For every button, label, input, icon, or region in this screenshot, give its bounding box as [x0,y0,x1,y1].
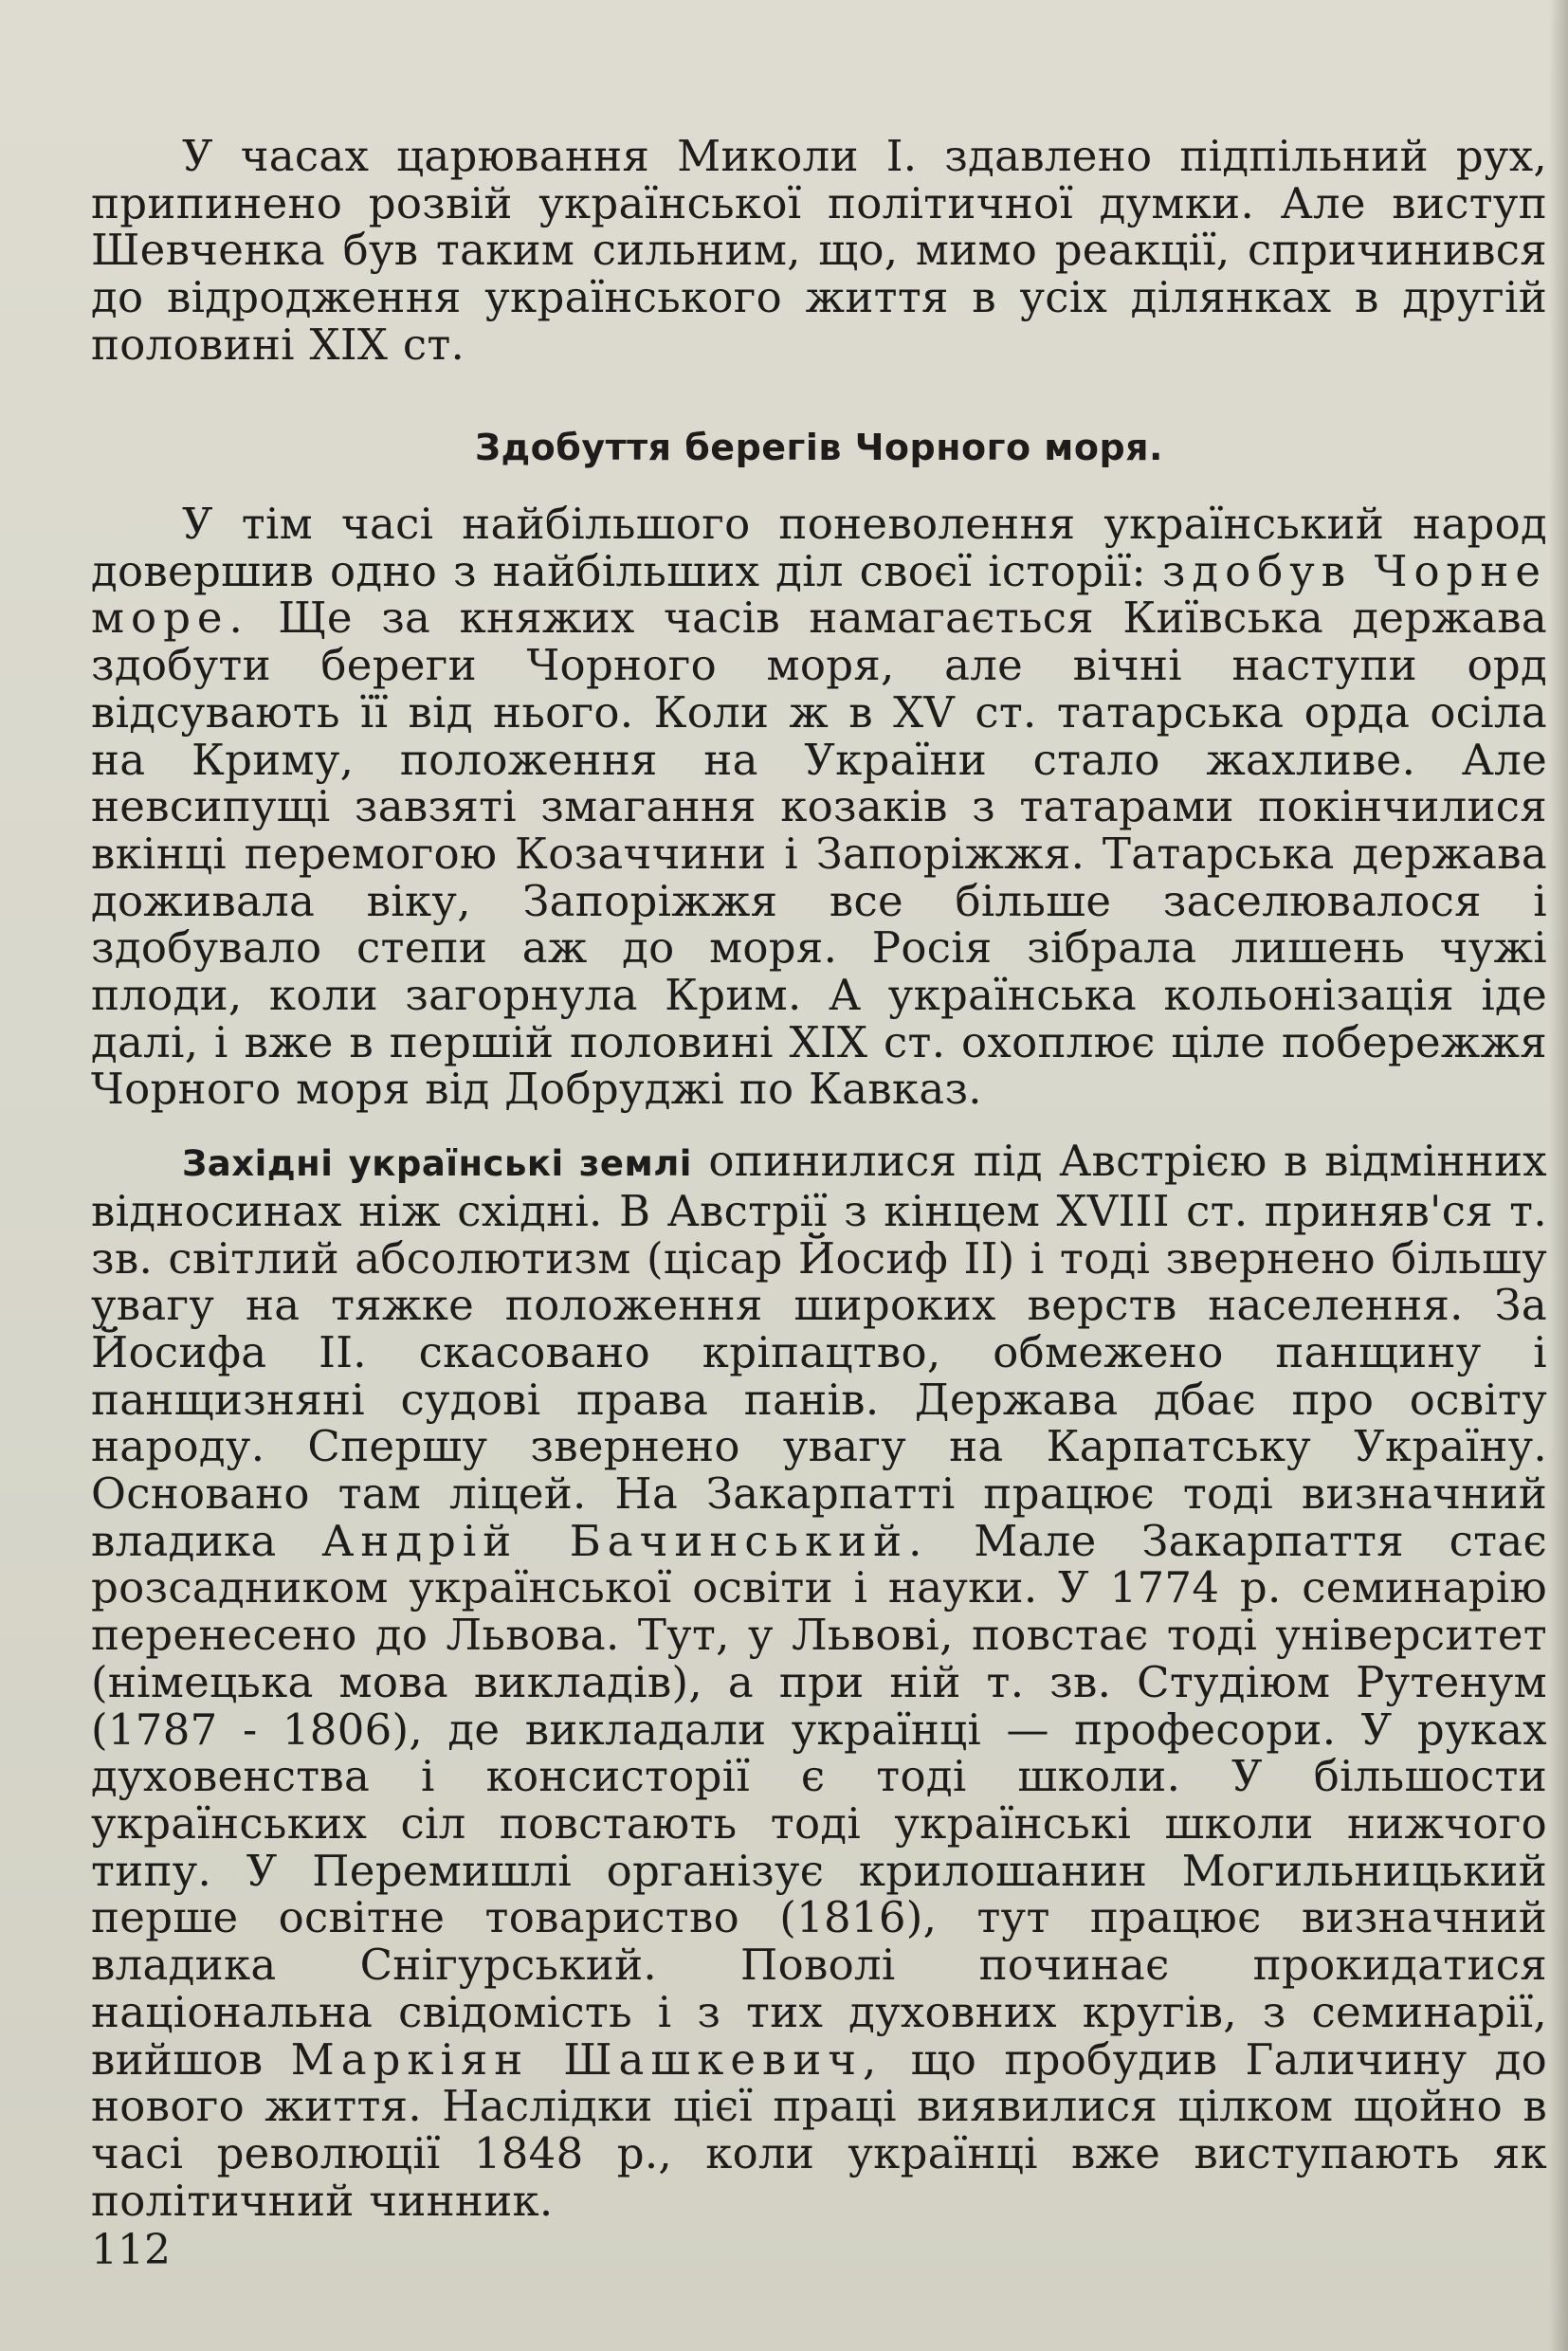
paragraph-black-sea [91,501,1547,1113]
intro-section [91,133,1547,369]
name-bachynsky: Андрій Бачинський. [321,1515,929,1566]
paragraph-western-lands [91,1138,1547,2224]
western-lands-text-1: опинилися під Австрією в відмінних відносинах ніж східні. В Австрії з кінцем XVIII ст. приняв'ся т. зв. світлий абсолютизм (цісар Йосиф II) і тоді звернено більшу увагу на тяжке положення широких верств населення. За Йосифа II. скасовано кріпацтво, обмежено панщину і панщизняні судові права панів. Держава дбає про освіту народу. Спершу звернено увагу на Карпатську Україну. Основано там ліцей. На Закарпатті працює тоді визначний владика [91,1136,1547,1566]
paragraph-reign-of-nicholas: У часах царювання Миколи I. здавлено підпільний рух, припинено розвій української політичної думки. Але виступ Шевченка був таким сильним, що, мимо реакції, спричинився до відродження українського життя в усіх ділянках в другій половині XIX ст. [91,131,1547,370]
main-section [91,501,1547,2224]
section-heading-black-sea: Здобуття берегів Чорного моря. [475,427,1163,468]
black-sea-emphasis: здобув Чорне море. [91,545,1547,644]
black-sea-text-after: Ще за княжих часів намагається Київська держава здобути береги Чорного моря, але вічні наступи орд відсувають її від нього. Коли ж в XV ст. татарська орда осіла на Криму, положення на України стало жахливе. Але невсипущі завзяті змагання козаків з татарами покінчилися вкінці перемогою Козаччини і Запоріжжя. Татарська держава доживала віку, Запоріжжя все більше заселювалося і здобувало степи аж до моря. Росія зібрала лишень чужі плоди, коли загорнула Крим. А українська кольонізація іде далі, і вже в першій половині XIX ст. охоплює ціле побережжя Чорного моря від Добруджі по Кавказ. [91,592,1547,1115]
black-sea-text-before: У тім часі найбільшого поневолення український народ довершив одно з найбільших діл своєї історії: [91,499,1547,596]
western-lands-text-2: Мале Закарпаття стає розсадником української освіти і науки. У 1774 р. семинарію перенесено до Львова. Тут, у Львові, повстає тоді університет (німецька мова викладів), а при ній т. зв. Студіюм Рутенум (1787 - 1806), де викладали українці — професори. У руках духовенства і консисторії є тоді школи. У більшости українських сіл повстають тоді українські школи нижчого типу. У Перемишлі організує крилошанин Могильницький перше освітне товариство (1816), тут працює визначний владика Снігурський. Поволі починає прокидатися національна свідомість і з тих духовних кругів, з семинарії, вийшов [91,1515,1548,2085]
western-lands-lead: Західні українські землі [182,1143,692,1185]
name-shashkevych: Маркіян Шашкевич, [290,2033,884,2085]
page-edge-shadow [1549,0,1568,2351]
western-lands-text-3: що пробудив Галичину до нового життя. Наслідки цієї праці виявилися цілком щойно в часі революції 1848 р., коли українці вже виступають як політичний чинник. [91,2033,1547,2226]
page-number: 112 [91,2226,171,2274]
